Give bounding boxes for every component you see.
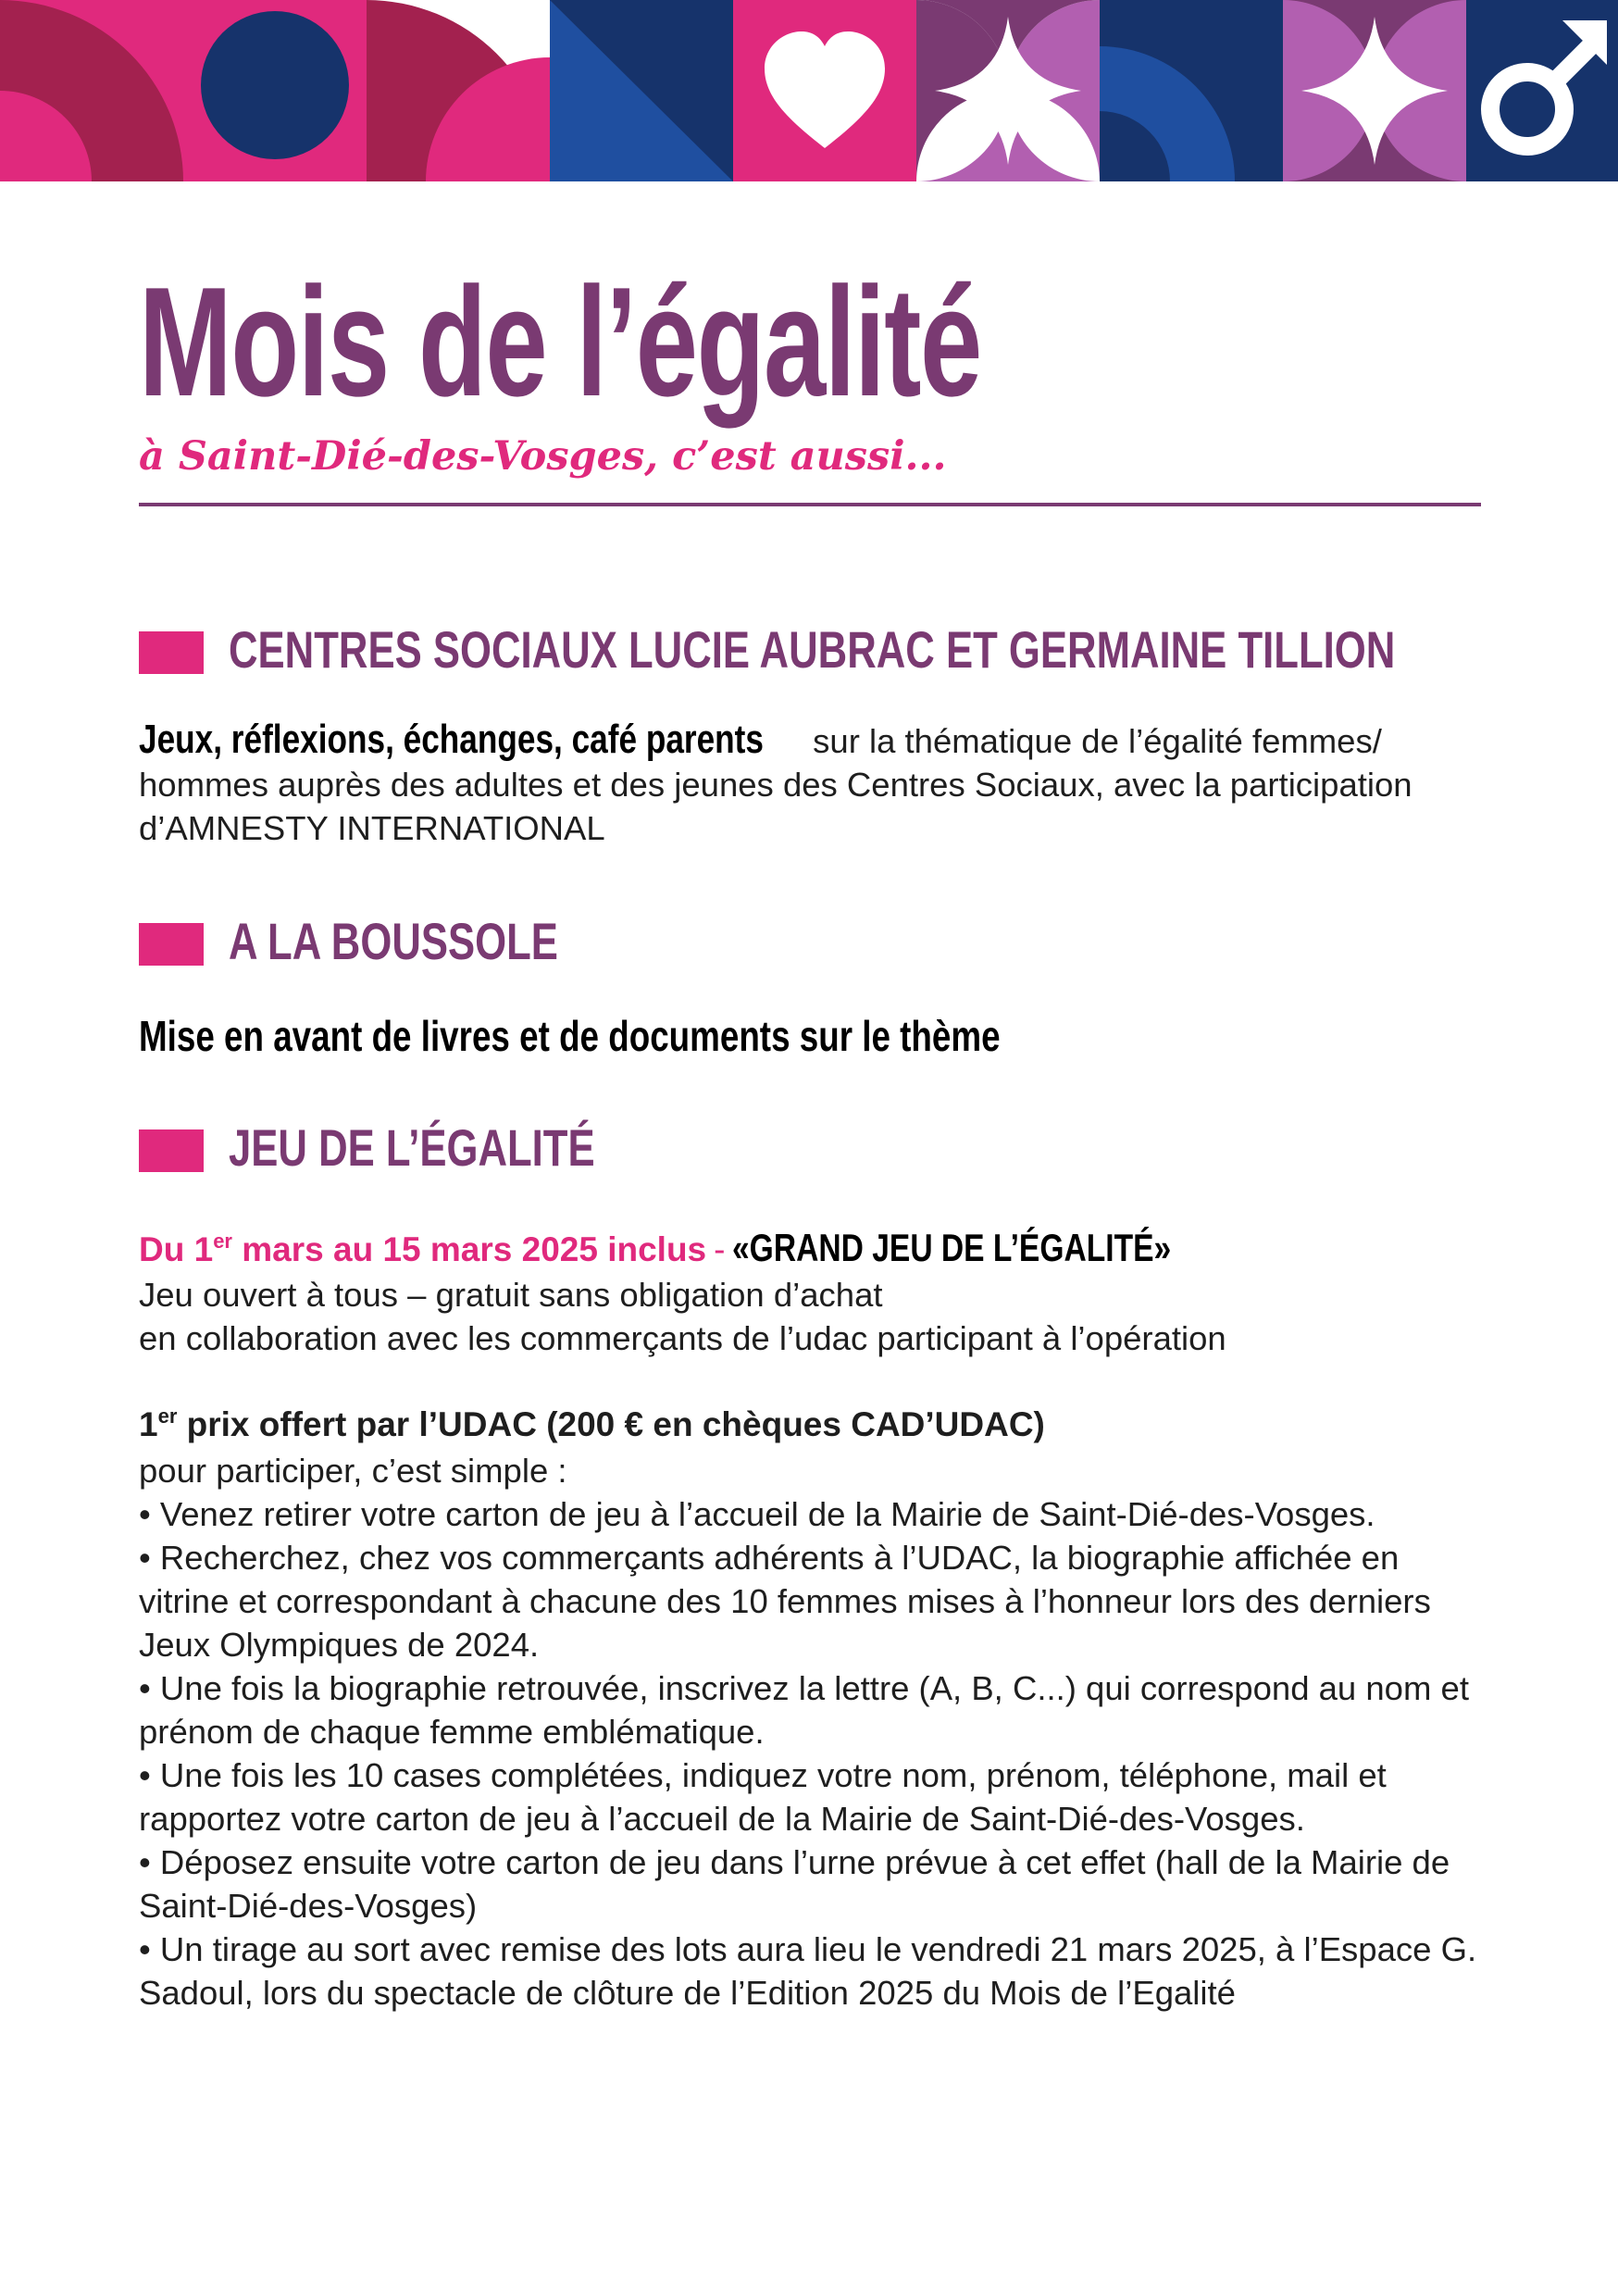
- circle-icon: [201, 11, 349, 159]
- header-banner: [0, 0, 1618, 181]
- game-line-2: en collaboration avec les commerçants de l’udac participant à l’opération: [139, 1319, 1226, 1357]
- page-title: Mois de l’égalité: [139, 255, 981, 429]
- game-title: «GRAND JEU DE L’ÉGALITÉ»: [732, 1226, 1172, 1269]
- prize-sup: er: [157, 1404, 178, 1428]
- banner-tile-7: [1100, 0, 1283, 181]
- prize-prefix: 1: [139, 1405, 158, 1443]
- rule-item: • Une fois la biographie retrouvée, inscrivez la lettre (A, B, C...) qui correspond au nom et prénom de chaque femme emblématique.: [139, 1669, 1469, 1751]
- banner-tile-9: [1466, 0, 1618, 181]
- banner-tile-3: [367, 0, 550, 181]
- section-title: CENTRES SOCIAUX LUCIE AUBRAC ET GERMAINE TILLION: [229, 620, 1396, 679]
- rule-item: • Venez retirer votre carton de jeu à l’accueil de la Mairie de Saint-Dié-des-Vosges.: [139, 1495, 1375, 1533]
- rule-item: • Recherchez, chez vos commerçants adhérents à l’UDAC, la biographie affichée en vitrine et correspondant à chacune des 10 femmes mises à l’honneur lors des derniers Jeux Olympiques de 2024.: [139, 1539, 1431, 1664]
- banner-tile-8: [1283, 0, 1466, 181]
- page-subtitle: à Saint-Dié-des-Vosges, c’est aussi...: [139, 433, 947, 480]
- prize-line: [139, 1405, 1045, 1444]
- banner-tile-1: [0, 0, 183, 181]
- section-title: JEU DE L’ÉGALITÉ: [229, 1118, 595, 1177]
- rule-item: • Un tirage au sort avec remise des lots aura lieu le vendredi 21 mars 2025, à l’Espace G. Sadoul, lors du spectacle de clôture de l’Edition 2025 du Mois de l’Egalité: [139, 1930, 1477, 2012]
- game-rules: [139, 1449, 1490, 2015]
- section-marker-icon: [139, 1129, 204, 1172]
- game-intro: [139, 1273, 1490, 1360]
- banner-tile-5: [733, 0, 916, 181]
- game-line-1: Jeu ouvert à tous – gratuit sans obligation d’achat: [139, 1276, 883, 1314]
- rule-item: • Déposez ensuite votre carton de jeu dans l’urne prévue à cet effet (hall de la Mairie de Saint-Dié-des-Vosges): [139, 1843, 1450, 1925]
- title-divider: [139, 503, 1481, 506]
- banner-tile-2: [183, 0, 367, 181]
- banner-tile-4: [550, 0, 733, 181]
- section-title: A LA BOUSSOLE: [229, 912, 558, 970]
- section-marker-icon: [139, 631, 204, 674]
- banner-tile-6: [916, 0, 1100, 181]
- rule-item: • Une fois les 10 cases complétées, indiquez votre nom, prénom, téléphone, mail et rapportez votre carton de jeu à l’accueil de la Mairie de Saint-Dié-des-Vosges.: [139, 1756, 1387, 1838]
- dates-rest: mars au 15 mars 2025 inclus: [231, 1230, 707, 1268]
- section-centres-text: [139, 718, 1490, 850]
- dates-prefix: Du 1: [139, 1230, 214, 1268]
- rules-intro: pour participer, c’est simple :: [139, 1452, 567, 1490]
- boussole-text: Mise en avant de livres et de documents sur le thème: [139, 1012, 1001, 1060]
- game-dates-line: [139, 1225, 1281, 1273]
- centres-lead: Jeux, réflexions, échanges, café parents: [139, 717, 764, 762]
- dates-dash: -: [714, 1230, 726, 1268]
- centres-description: sur la thématique de l’égalité femmes/ hommes auprès des adultes et des jeunes des Centres Sociaux, avec la participation d’AMNESTY INTERNATIONAL: [139, 722, 1413, 847]
- dates-sup: er: [213, 1229, 232, 1253]
- prize-rest: prix offert par l’UDAC (200 € en chèques CAD’UDAC): [177, 1405, 1045, 1443]
- section-marker-icon: [139, 923, 204, 966]
